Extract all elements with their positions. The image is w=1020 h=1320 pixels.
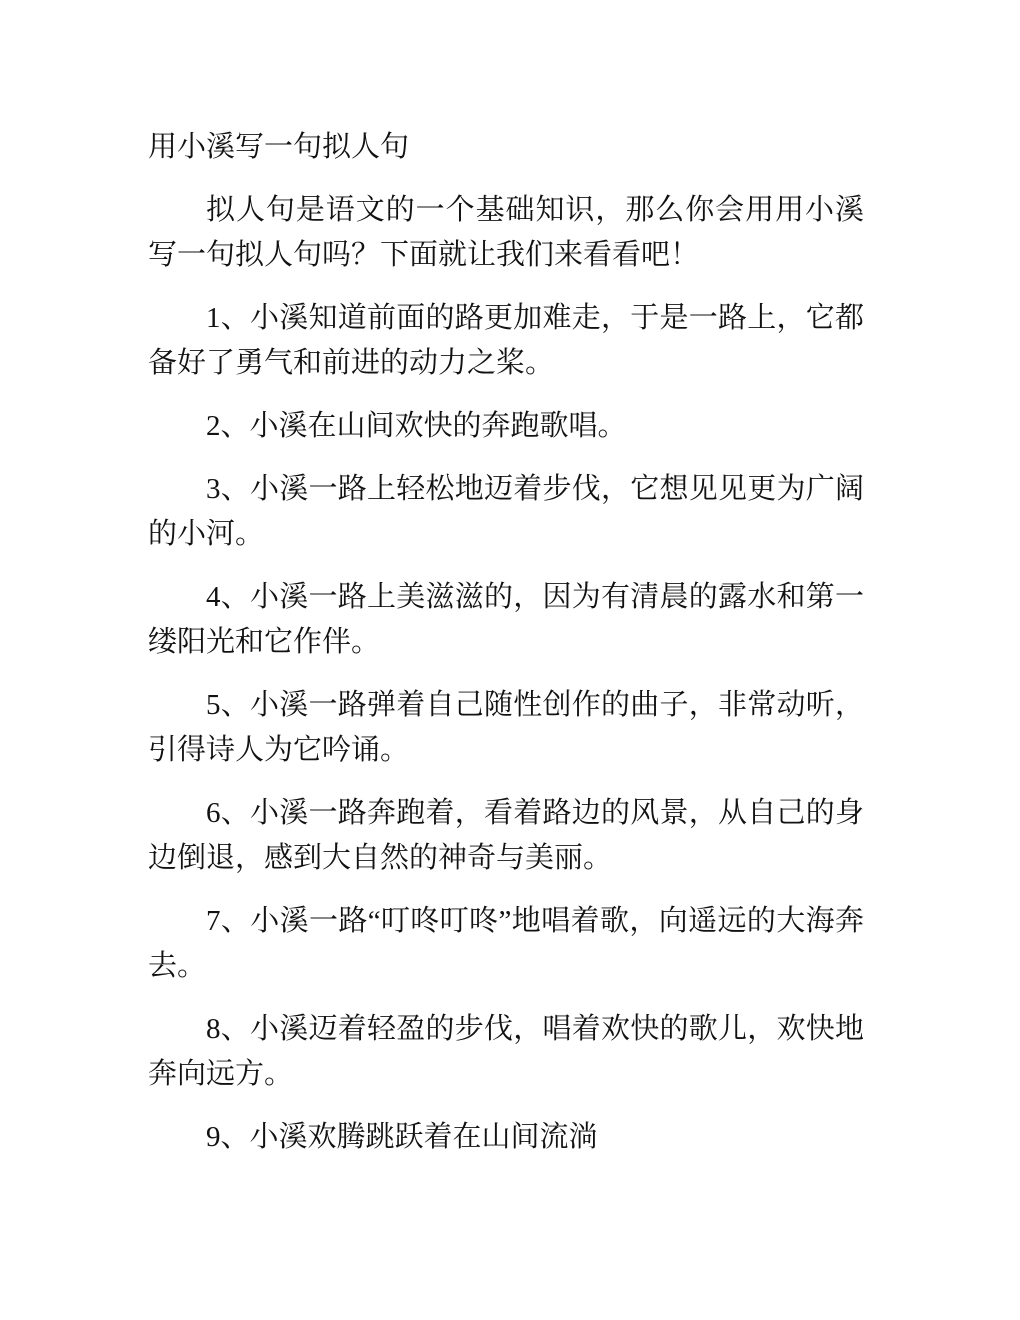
list-item-4: 4、小溪一路上美滋滋的，因为有清晨的露水和第一缕阳光和它作伴。 (148, 581, 864, 658)
list-item-8: 8、小溪迈着轻盈的步伐，唱着欢快的歌儿，欢快地奔向远方。 (148, 1013, 864, 1090)
document-title: 用小溪写一句拟人句 (148, 131, 410, 163)
list-item-6: 6、小溪一路奔跑着，看着路边的风景，从自己的身边倒退，感到大自然的神奇与美丽。 (148, 797, 864, 874)
list-item-1: 1、小溪知道前面的路更加难走，于是一路上，它都备好了勇气和前进的动力之桨。 (148, 302, 864, 379)
list-item-9: 9、小溪欢腾跳跃着在山间流淌 (206, 1121, 598, 1153)
list-item-3: 3、小溪一路上轻松地迈着步伐，它想见见更为广阔的小河。 (148, 473, 864, 550)
intro-paragraph: 拟人句是语文的一个基础知识，那么你会用用小溪写一句拟人句吗？下面就让我们来看看吧！ (148, 194, 864, 271)
list-item-2: 2、小溪在山间欢快的奔跑歌唱。 (206, 410, 627, 442)
list-item-5: 5、小溪一路弹着自己随性创作的曲子，非常动听，引得诗人为它吟诵。 (148, 689, 864, 766)
list-item-7: 7、小溪一路“叮咚叮咚”地唱着歌，向遥远的大海奔去。 (148, 905, 864, 982)
